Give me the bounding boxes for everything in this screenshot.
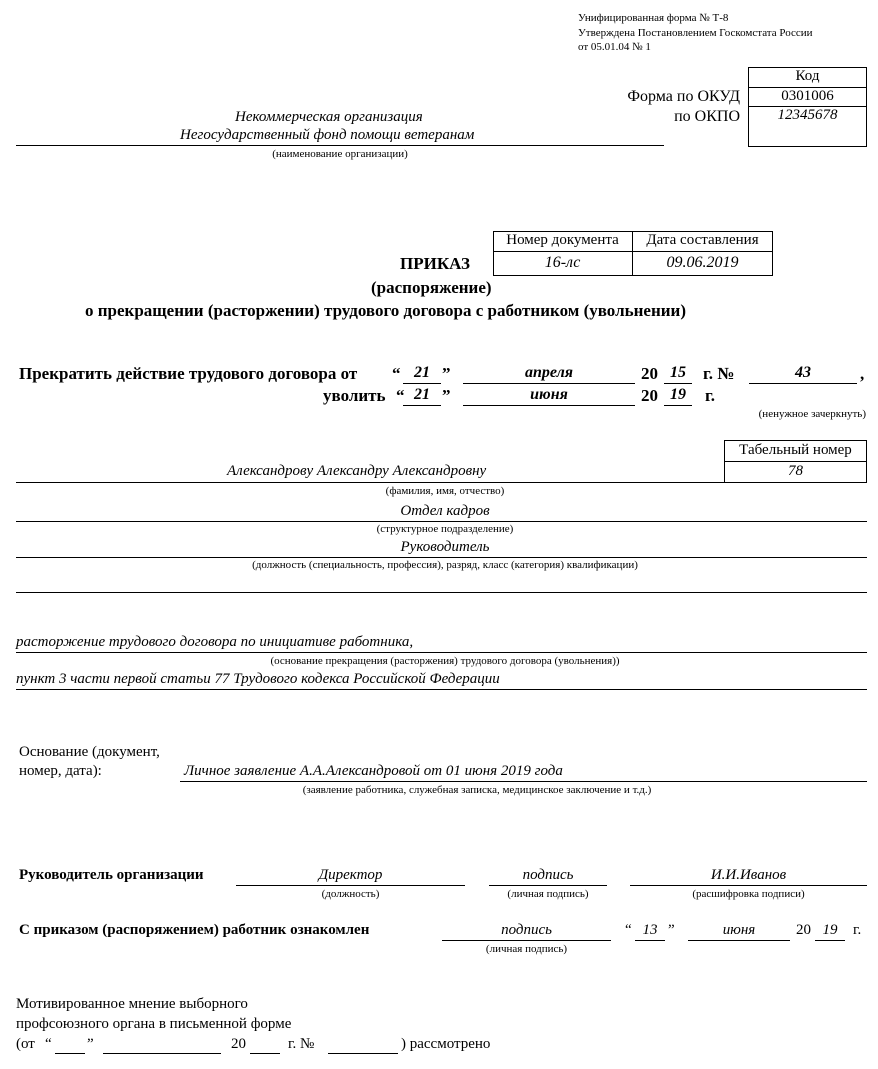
ack-year-end: г. (853, 922, 862, 938)
head-name: И.И.Иванов (710, 867, 787, 883)
head-position-caption: (должность) (321, 888, 380, 900)
org-line (16, 145, 664, 146)
org-type: Некоммерческая организация (235, 109, 423, 125)
contract-number-label: г. № (703, 364, 735, 383)
position-caption: (должность (специальность, профессия), разряд, класс (категория) квалификации) (252, 559, 638, 571)
ack-year-prefix: 20 (796, 922, 811, 938)
union-month-field (103, 1053, 221, 1054)
contract-year-suffix: 15 (670, 364, 686, 381)
basis-caption: (заявление работника, служебная записка, медицинское заключение и т.д.) (302, 784, 652, 796)
union-day-field (55, 1053, 85, 1054)
doc-number: 16-лс (544, 254, 581, 271)
head-sign: подпись (522, 867, 574, 883)
union-year-field (250, 1053, 280, 1054)
head-name-caption: (расшифровка подписи) (692, 888, 805, 900)
union-line-2: профсоюзного органа в письменной форме (16, 1016, 292, 1032)
ack-year-suffix: 19 (822, 922, 838, 938)
union-year-prefix: 20 (231, 1036, 246, 1052)
basis-value: Личное заявление А.А.Александровой от 01 июня 2019 года (184, 763, 563, 779)
doc-date-header: Дата составления (646, 232, 759, 248)
org-name: Негосударственный фонд помощи ветеранам (180, 127, 475, 143)
quote-open: “ (392, 364, 401, 383)
ack-quote-close: ” (668, 922, 675, 938)
okpo-value: 12345678 (777, 107, 838, 123)
doc-title: ПРИКАЗ (400, 254, 470, 273)
termination-label: Прекратить действие трудового договора от (19, 364, 358, 383)
head-position: Директор (318, 867, 383, 883)
doc-date: 09.06.2019 (666, 254, 739, 271)
department-caption: (структурное подразделение) (376, 523, 514, 535)
union-number-field (328, 1053, 398, 1054)
basis-label-2: номер, дата): (19, 763, 102, 779)
ack-sign-caption: (личная подпись) (485, 943, 568, 955)
tab-number-header: Табельный номер (739, 442, 852, 458)
employee-department: Отдел кадров (400, 503, 490, 519)
dismiss-year-prefix: 20 (641, 386, 658, 405)
union-quote-open: “ (45, 1036, 52, 1052)
contract-number: 43 (795, 364, 811, 381)
dismiss-day: 21 (414, 386, 430, 403)
okud-label: Форма по ОКУД (627, 88, 740, 105)
union-number-label: г. № (288, 1036, 315, 1052)
dismiss-quote-close: ” (442, 386, 451, 405)
reason-caption: (основание прекращения (расторжения) трудового договора (увольнения)) (270, 655, 620, 667)
basis-label-1: Основание (документ, (19, 744, 160, 760)
contract-day: 21 (414, 364, 430, 381)
union-line-1: Мотивированное мнение выборного (16, 996, 248, 1012)
comma: , (860, 364, 865, 383)
org-caption: (наименование организации) (272, 148, 408, 160)
kod-header: Код (795, 68, 820, 84)
ack-day: 13 (642, 922, 658, 938)
dismiss-label: уволить (323, 386, 386, 405)
termination-reason: расторжение трудового договора по инициативе работника, (16, 634, 414, 650)
dismiss-year-suffix: 19 (670, 386, 686, 403)
form-name: Унифицированная форма № Т-8 (578, 12, 729, 24)
dismiss-year-end: г. (705, 386, 716, 405)
contract-month: апреля (524, 364, 574, 381)
ack-month: июня (722, 922, 756, 938)
ack-label: С приказом (распоряжением) работник ознакомлен (19, 922, 370, 938)
ack-sign: подпись (501, 922, 552, 938)
blank-line (16, 592, 867, 593)
contract-year-prefix: 20 (641, 364, 658, 383)
termination-article: пункт 3 части первой статьи 77 Трудового кодекса Российской Федерации (16, 671, 500, 687)
tab-number: 78 (788, 463, 803, 479)
head-sign-caption: (личная подпись) (507, 888, 589, 900)
doc-number-header: Номер документа (506, 232, 619, 248)
form-approval-date: от 05.01.04 № 1 (578, 41, 651, 53)
okud-value: 0301006 (781, 88, 834, 104)
employee-position: Руководитель (400, 539, 490, 555)
dismiss-month: июня (530, 386, 568, 403)
union-tail: ) рассмотрено (401, 1036, 491, 1052)
strike-note: (ненужное зачеркнуть) (758, 408, 866, 420)
quote-close: ” (442, 364, 451, 383)
form-approval: Утверждена Постановлением Госкомстата России (578, 27, 813, 39)
dismiss-quote-open: “ (396, 386, 405, 405)
head-label: Руководитель организации (19, 867, 204, 883)
employee-name: Александрову Александру Александровну (227, 463, 487, 479)
ack-quote-open: “ (625, 922, 632, 938)
union-from-label: (от (16, 1036, 35, 1052)
employee-name-caption: (фамилия, имя, отчество) (385, 485, 505, 497)
doc-heading: о прекращении (расторжении) трудового договора с работником (увольнении) (85, 301, 686, 320)
doc-subtitle: (распоряжение) (371, 278, 492, 297)
okpo-label: по ОКПО (674, 108, 740, 125)
union-quote-close: ” (87, 1036, 94, 1052)
